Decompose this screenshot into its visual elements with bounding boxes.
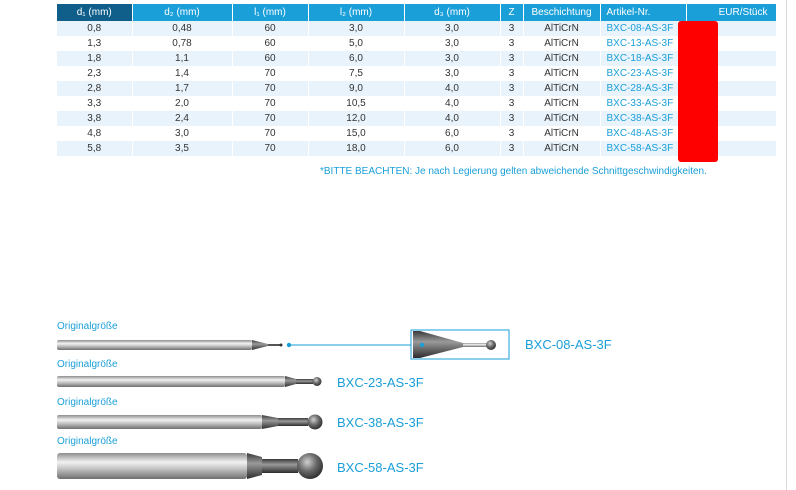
cell-coating: AlTiCrN [523,81,600,96]
cell-d2: 3,0 [132,126,232,141]
cell-d3: 3,0 [404,51,500,66]
original-size-label-3: Originalgröße [57,397,118,408]
header-price: EUR/Stück [686,4,776,21]
cell-z: 3 [500,36,523,51]
cell-article: BXC-18-AS-3F [600,51,686,66]
header-article: Artikel-Nr. [600,4,686,21]
cell-l1: 70 [232,66,308,81]
cell-d2: 2,4 [132,111,232,126]
tool-bxc-23-drawing [57,376,322,387]
cell-d3: 6,0 [404,126,500,141]
original-size-label-2: Originalgröße [57,359,118,370]
cell-d3: 3,0 [404,36,500,51]
cell-article: BXC-08-AS-3F [600,21,686,36]
original-size-label-4: Originalgröße [57,436,118,447]
cell-l2: 6,0 [308,51,404,66]
cell-d1: 1,8 [57,51,132,66]
cell-z: 3 [500,66,523,81]
cell-d1: 4,8 [57,126,132,141]
cell-d1: 2,3 [57,66,132,81]
header-l2: l₂ (mm) [308,4,404,21]
cell-l1: 60 [232,21,308,36]
cell-d2: 0,48 [132,21,232,36]
cell-article: BXC-48-AS-3F [600,126,686,141]
cell-d1: 0,8 [57,21,132,36]
cell-article: BXC-13-AS-3F [600,36,686,51]
cell-z: 3 [500,81,523,96]
cell-d2: 1,7 [132,81,232,96]
cell-l1: 70 [232,111,308,126]
cutting-speed-note: *BITTE BEACHTEN: Je nach Legierung gelten abweichende Schnittgeschwindigkeiten. [320,166,707,177]
cell-z: 3 [500,141,523,156]
cell-z: 3 [500,126,523,141]
cell-d2: 1,4 [132,66,232,81]
cell-d3: 3,0 [404,66,500,81]
header-d1: d₁ (mm) [57,4,132,21]
cell-z: 3 [500,21,523,36]
cell-l2: 12,0 [308,111,404,126]
cell-d2: 2,0 [132,96,232,111]
cell-l2: 15,0 [308,126,404,141]
cell-d1: 1,3 [57,36,132,51]
cell-d3: 4,0 [404,111,500,126]
cell-d1: 3,8 [57,111,132,126]
cell-l1: 70 [232,96,308,111]
cell-article: BXC-58-AS-3F [600,141,686,156]
cell-l2: 5,0 [308,36,404,51]
cell-d3: 4,0 [404,81,500,96]
cell-d1: 5,8 [57,141,132,156]
tool-name-bxc-38: BXC-38-AS-3F [337,415,424,430]
cell-d1: 2,8 [57,81,132,96]
cell-coating: AlTiCrN [523,126,600,141]
cell-article: BXC-28-AS-3F [600,81,686,96]
cell-z: 3 [500,111,523,126]
cell-d1: 3,3 [57,96,132,111]
cell-coating: AlTiCrN [523,66,600,81]
tool-name-bxc-23: BXC-23-AS-3F [337,375,424,390]
cell-z: 3 [500,51,523,66]
cell-d3: 3,0 [404,21,500,36]
cell-article: BXC-33-AS-3F [600,96,686,111]
cell-coating: AlTiCrN [523,21,600,36]
cell-article: BXC-23-AS-3F [600,66,686,81]
cell-d3: 4,0 [404,96,500,111]
tool-bxc-38-drawing [57,415,323,430]
tool-name-bxc-08: BXC-08-AS-3F [525,337,612,352]
cell-article: BXC-38-AS-3F [600,111,686,126]
header-coating: Beschichtung [523,4,600,21]
cell-l2: 18,0 [308,141,404,156]
header-d2: d₂ (mm) [132,4,232,21]
cell-l2: 9,0 [308,81,404,96]
cell-l1: 70 [232,126,308,141]
cell-d2: 1,1 [132,51,232,66]
cell-z: 3 [500,96,523,111]
header-z: Z [500,4,523,21]
cell-d2: 3,5 [132,141,232,156]
cell-l1: 70 [232,141,308,156]
tool-name-bxc-58: BXC-58-AS-3F [337,460,424,475]
cell-l1: 60 [232,51,308,66]
cell-coating: AlTiCrN [523,111,600,126]
cell-d3: 6,0 [404,141,500,156]
cell-l2: 3,0 [308,21,404,36]
cell-coating: AlTiCrN [523,36,600,51]
header-d3: d₃ (mm) [404,4,500,21]
tool-bxc-58-drawing [57,453,323,479]
cell-d2: 0,78 [132,36,232,51]
cell-l1: 70 [232,81,308,96]
original-size-label-1: Originalgröße [57,321,118,332]
tool-bxc-08-drawing [57,330,509,359]
cell-l1: 60 [232,36,308,51]
cell-coating: AlTiCrN [523,51,600,66]
cell-l2: 7,5 [308,66,404,81]
cell-l2: 10,5 [308,96,404,111]
header-l1: l₁ (mm) [232,4,308,21]
cell-coating: AlTiCrN [523,96,600,111]
cell-coating: AlTiCrN [523,141,600,156]
